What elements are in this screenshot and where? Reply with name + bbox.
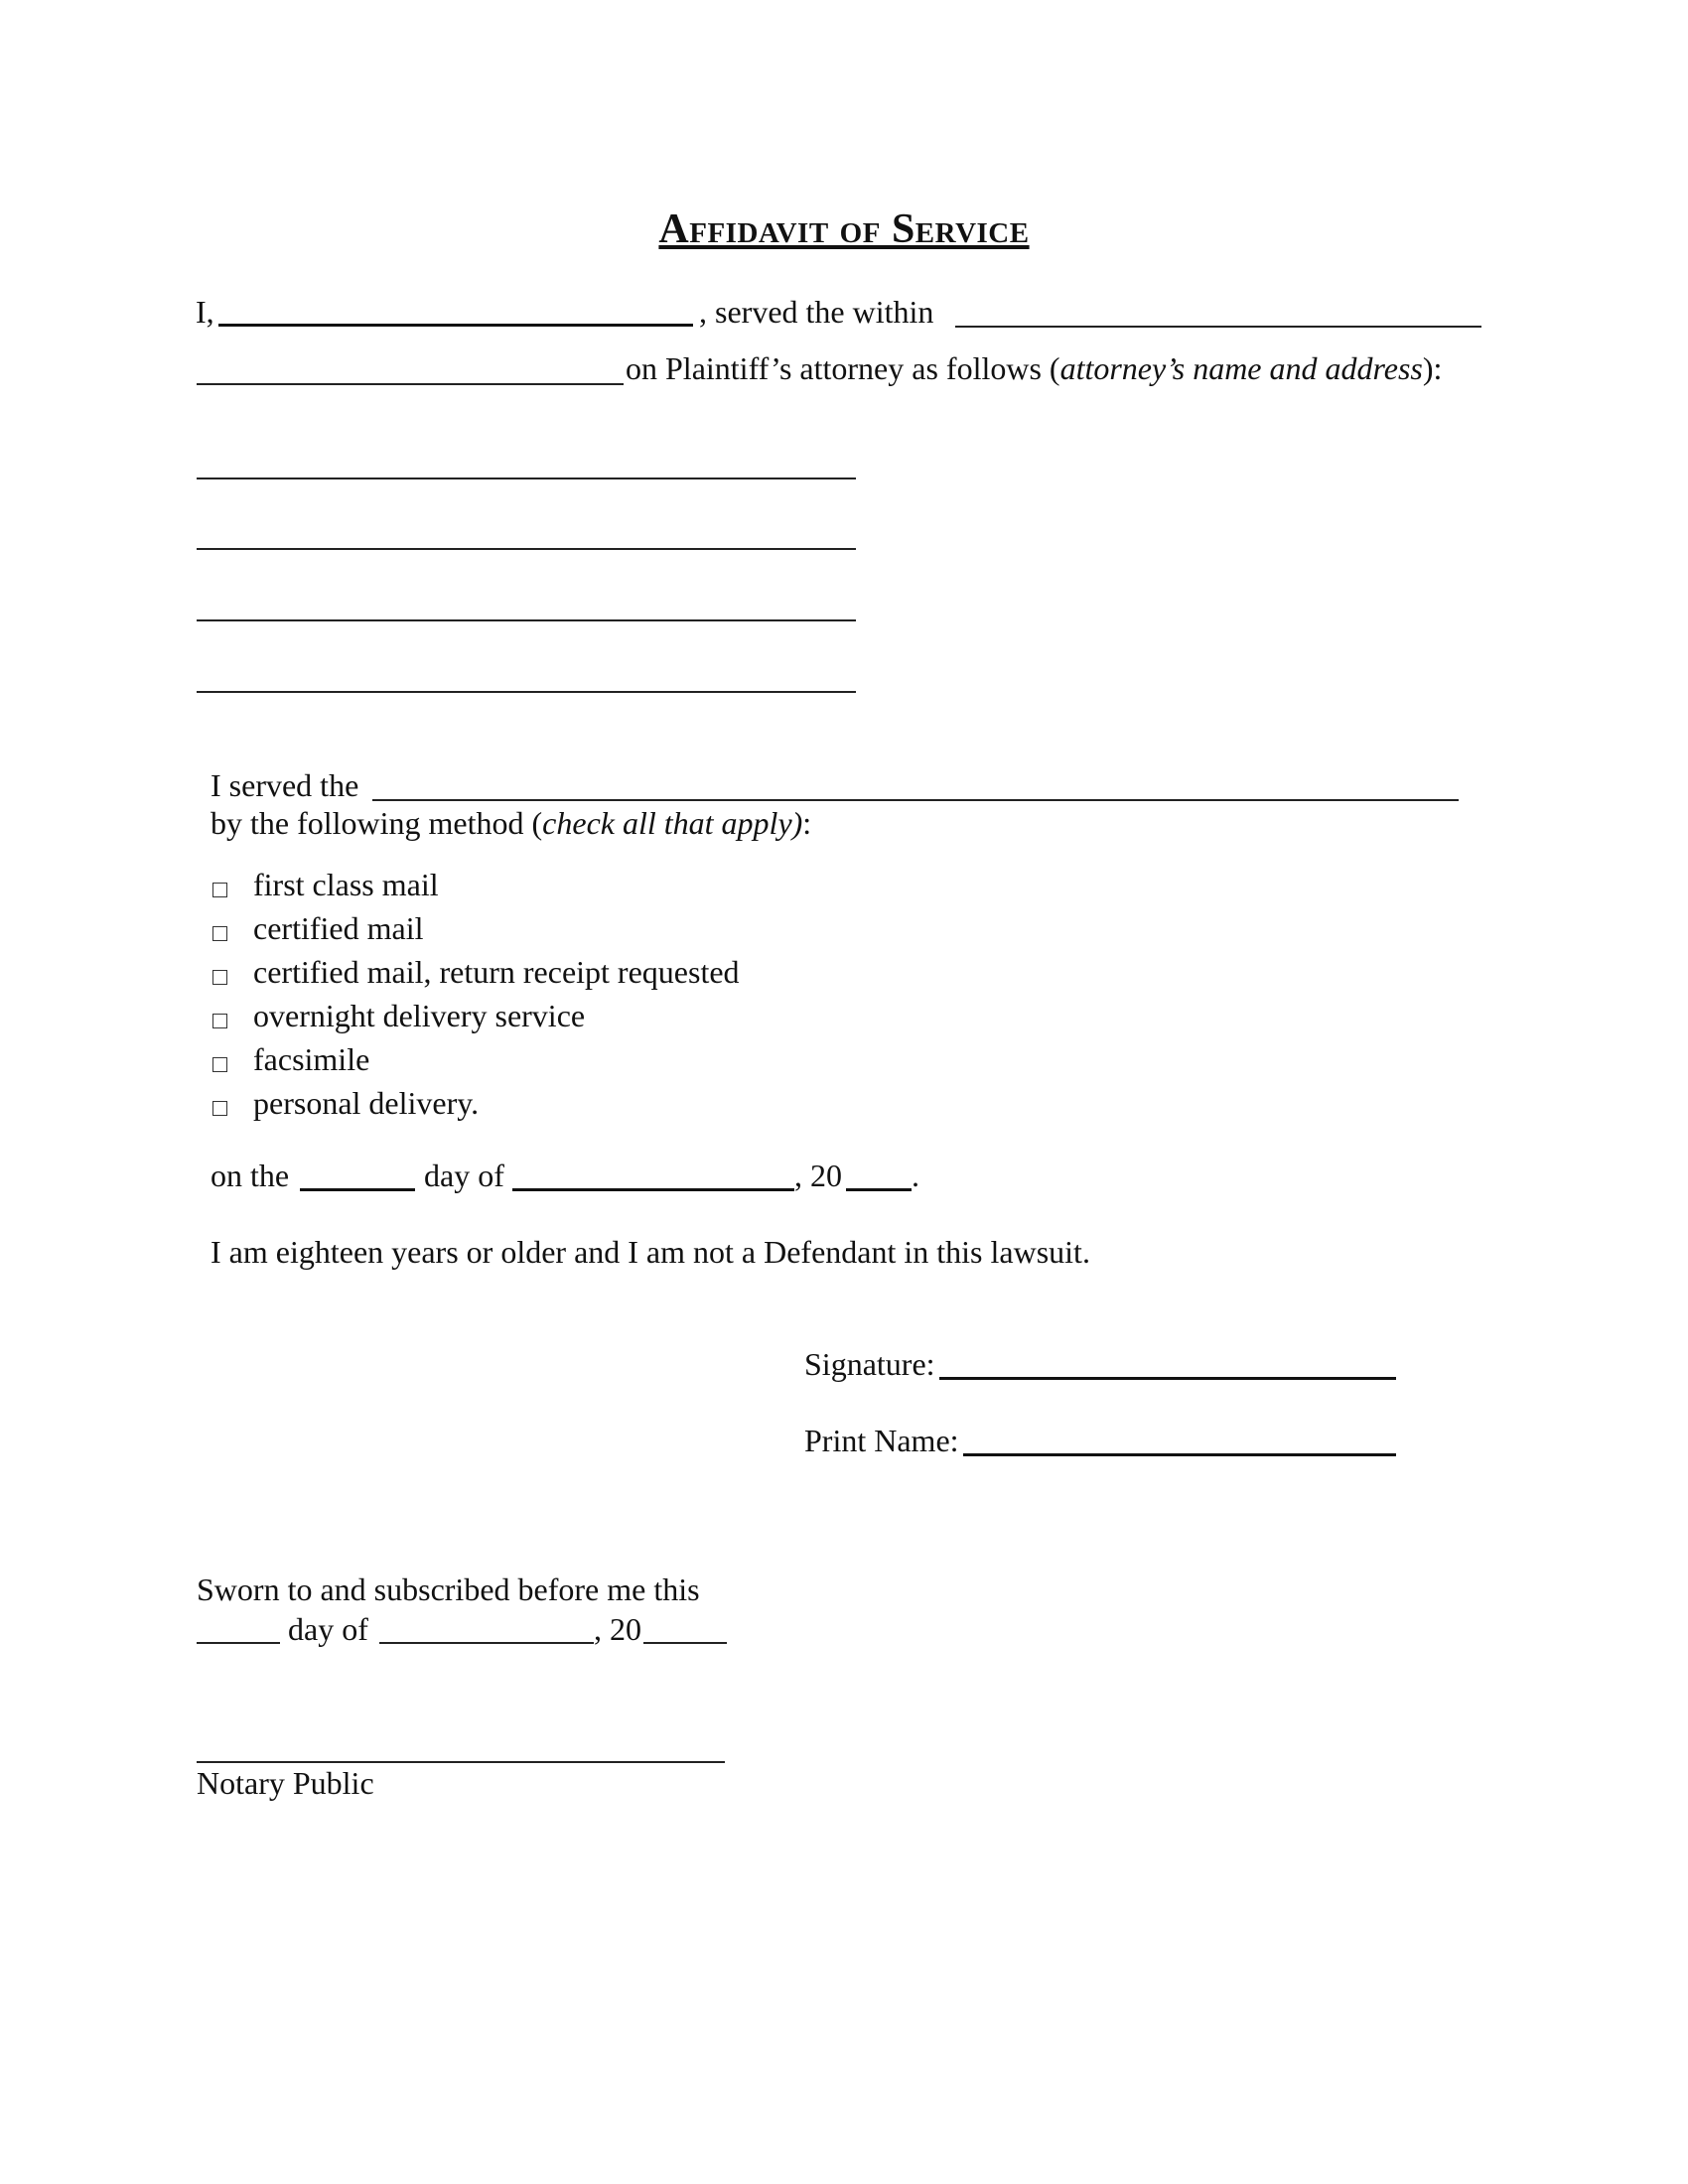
- checkbox-facsimile[interactable]: [212, 1057, 227, 1072]
- service-day-field[interactable]: [300, 1188, 415, 1191]
- sworn-day-of: day of: [288, 1611, 368, 1647]
- method-label: overnight delivery service: [253, 998, 586, 1033]
- sworn-year-prefix: , 20: [594, 1611, 641, 1647]
- service-month-field[interactable]: [512, 1188, 794, 1191]
- document-title: Affidavit of Service: [658, 206, 1030, 252]
- print-name-label: Print Name:: [804, 1423, 959, 1458]
- server-name-field[interactable]: [218, 324, 693, 327]
- age-statement: I am eighteen years or older and I am not a Defendant in this lawsuit.: [211, 1234, 1090, 1270]
- checkbox-certified-mail-return-receipt[interactable]: [212, 970, 227, 985]
- date-year-prefix: , 20: [794, 1158, 842, 1193]
- attorney-address-line-2[interactable]: [197, 548, 856, 550]
- date-end: .: [912, 1158, 919, 1193]
- method-label: first class mail: [253, 867, 439, 902]
- served-item-field[interactable]: [372, 799, 1459, 801]
- checkbox-certified-mail[interactable]: [212, 926, 227, 941]
- attorney-address-line-1[interactable]: [197, 478, 856, 479]
- attorney-address-line-3[interactable]: [197, 619, 856, 621]
- print-name-field[interactable]: [963, 1453, 1396, 1456]
- method-instruction: by the following method (check all that apply):: [211, 805, 812, 841]
- sworn-text: Sworn to and subscribed before me this: [197, 1571, 700, 1607]
- method-label: certified mail: [253, 910, 424, 946]
- method-label: personal delivery.: [253, 1085, 480, 1121]
- document-served-field-cont[interactable]: [197, 383, 624, 385]
- checkbox-first-class-mail[interactable]: [212, 883, 227, 897]
- notary-label: Notary Public: [197, 1765, 374, 1801]
- line2-text: on Plaintiff’s attorney as follows (attorney’s name and address):: [626, 350, 1443, 386]
- method-label: certified mail, return receipt requested: [253, 954, 740, 990]
- service-year-field[interactable]: [846, 1188, 912, 1191]
- signature-label: Signature:: [804, 1346, 935, 1382]
- line1-middle: , served the within: [699, 294, 934, 330]
- checkbox-overnight-delivery[interactable]: [212, 1014, 227, 1028]
- notary-signature-field[interactable]: [197, 1761, 725, 1763]
- notary-month-field[interactable]: [379, 1642, 594, 1644]
- notary-day-field[interactable]: [197, 1642, 280, 1644]
- signature-field[interactable]: [939, 1377, 1396, 1380]
- attorney-address-line-4[interactable]: [197, 691, 856, 693]
- method-label: facsimile: [253, 1041, 370, 1077]
- checkbox-personal-delivery[interactable]: [212, 1101, 227, 1116]
- served-prefix: I served the: [211, 767, 359, 803]
- date-day-of: day of: [424, 1158, 504, 1193]
- notary-year-field[interactable]: [643, 1642, 727, 1644]
- document-served-field[interactable]: [955, 326, 1481, 328]
- date-on-the: on the: [211, 1158, 290, 1193]
- line1-prefix: I,: [196, 294, 214, 330]
